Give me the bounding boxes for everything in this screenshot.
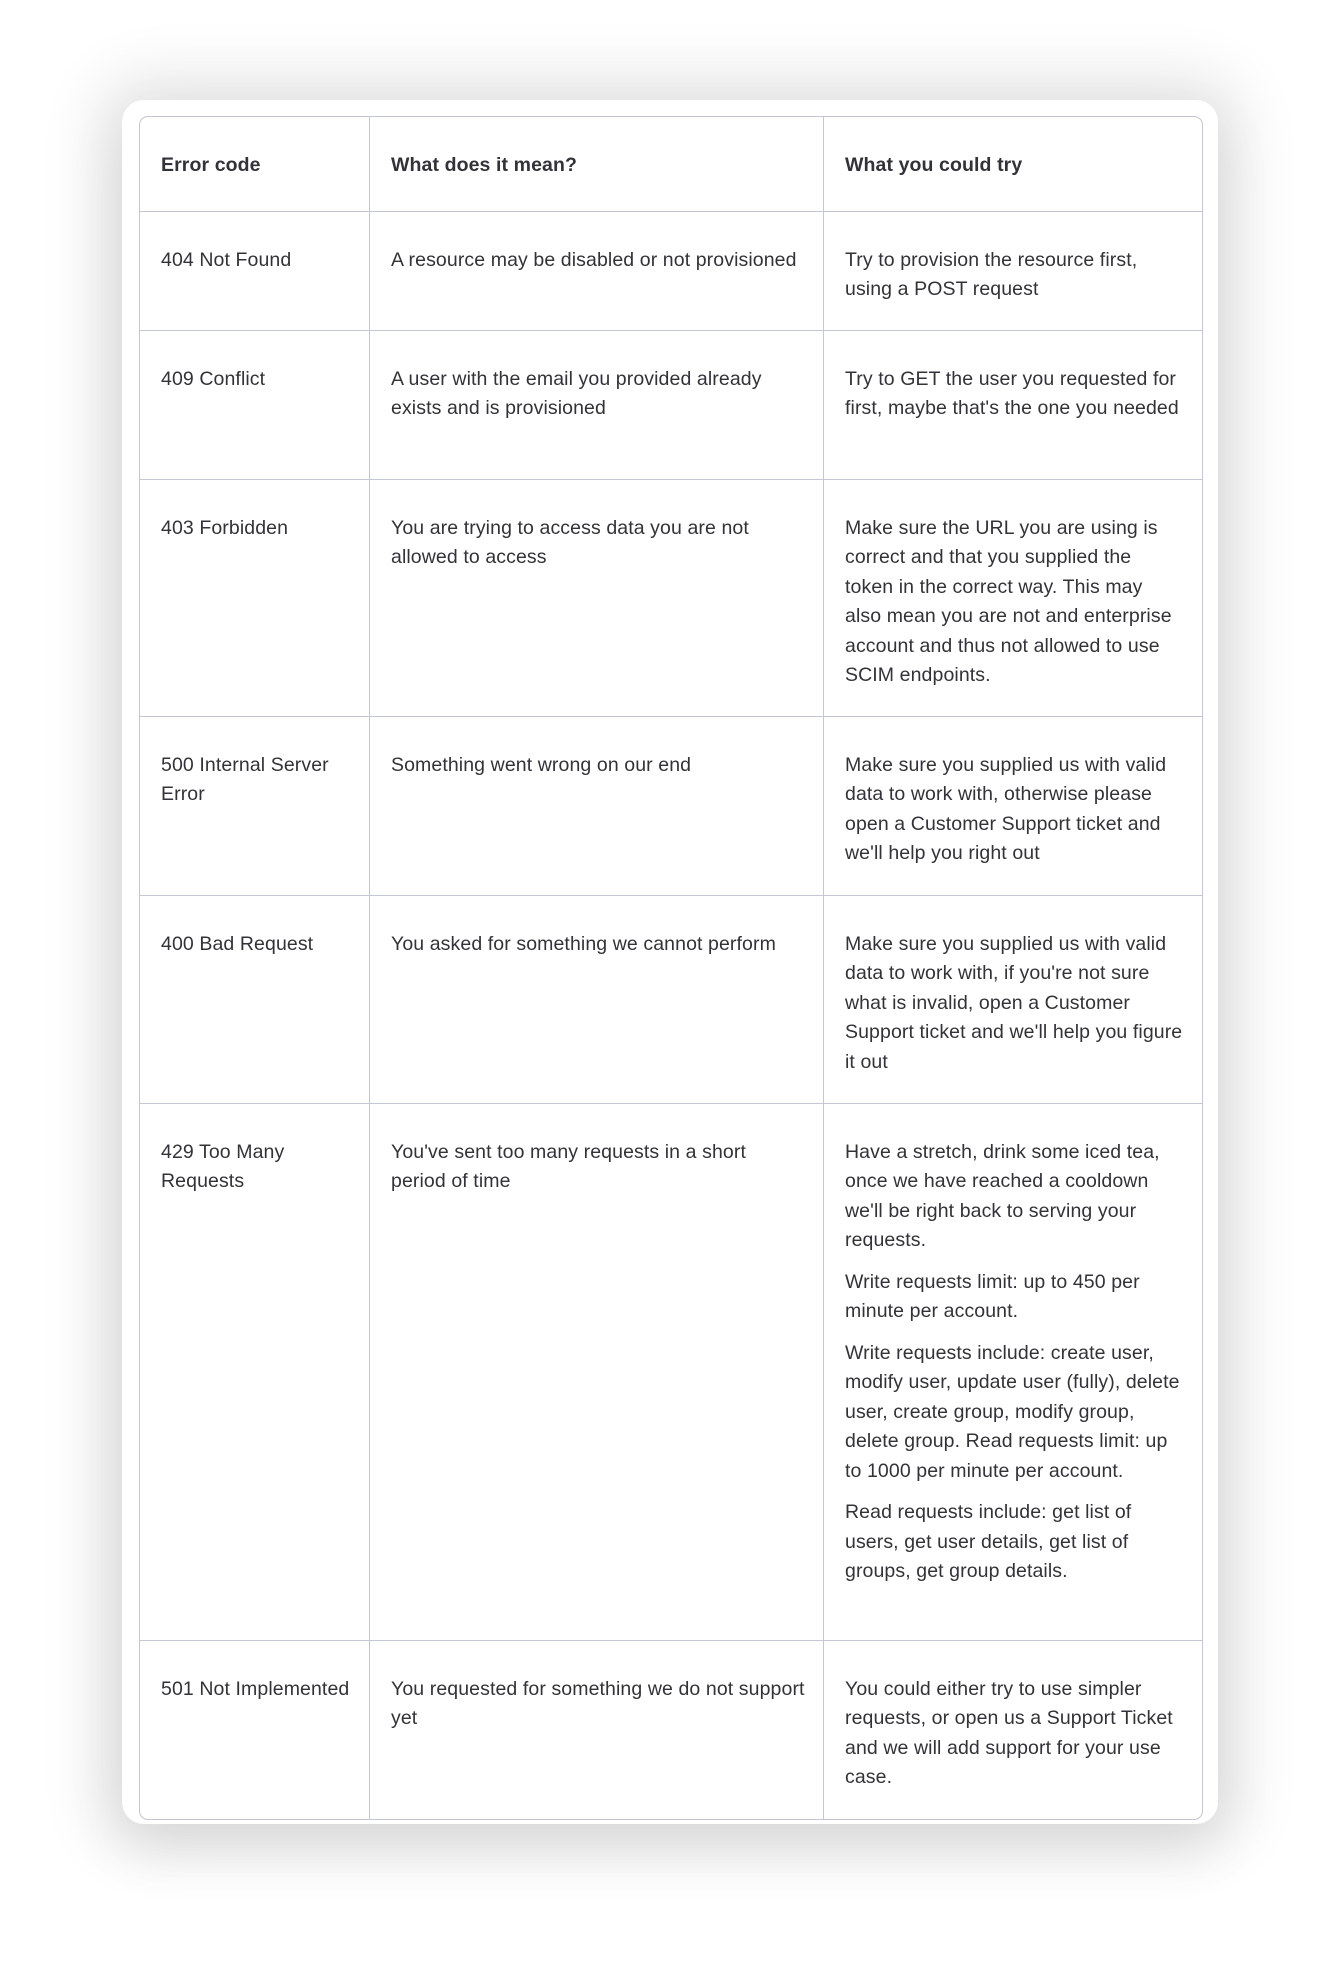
table-row: [140, 1641, 1202, 1819]
try-paragraph: Make sure you supplied us with valid data to work with, otherwise please open a Customer Support ticket and we'll help you right out: [845, 753, 1167, 864]
cell-meaning: You asked for something we cannot perform: [370, 896, 824, 1104]
cell-meaning: A user with the email you provided already exists and is provisioned: [370, 331, 824, 480]
table-row: [140, 480, 1202, 717]
table-row: [140, 896, 1202, 1104]
try-paragraph: Make sure you supplied us with valid data to work with, if you're not sure what is invalid, open a Customer Support ticket and we'll help you figure it out: [845, 932, 1183, 1073]
cell-error-code: 403 Forbidden: [140, 480, 370, 717]
cell-meaning: You've sent too many requests in a short period of time: [370, 1104, 824, 1641]
cell-meaning: You requested for something we do not support yet: [370, 1641, 824, 1819]
cell-error-code: 429 Too Many Requests: [140, 1104, 370, 1641]
cell-error-code: 501 Not Implemented: [140, 1641, 370, 1819]
cell-error-code: 409 Conflict: [140, 331, 370, 480]
header-error-code: Error code: [140, 117, 370, 212]
cell-what-to-try: [824, 1641, 1202, 1819]
cell-error-code: 500 Internal Server Error: [140, 717, 370, 896]
table-header: [140, 117, 1202, 212]
table-body: [140, 212, 1202, 1819]
try-paragraph: Read requests include: get list of users, get user details, get list of groups, get group details.: [845, 1501, 1132, 1582]
cell-what-to-try: [824, 1104, 1202, 1641]
table-row: [140, 717, 1202, 896]
header-meaning: What does it mean?: [370, 117, 824, 212]
try-paragraph: Make sure the URL you are using is correct and that you supplied the token in the correct way. This may also mean you are not and enterprise account and thus not allowed to use SCIM endpoints.: [845, 516, 1172, 686]
header-row: [140, 117, 1202, 212]
cell-what-to-try: [824, 331, 1202, 480]
cell-error-code: 404 Not Found: [140, 212, 370, 331]
cell-error-code: 400 Bad Request: [140, 896, 370, 1104]
table-row: [140, 212, 1202, 331]
cell-what-to-try: [824, 212, 1202, 331]
cell-meaning: A resource may be disabled or not provisioned: [370, 212, 824, 331]
cell-meaning: Something went wrong on our end: [370, 717, 824, 896]
cell-what-to-try: [824, 480, 1202, 717]
cell-what-to-try: [824, 896, 1202, 1104]
table-row: [140, 1104, 1202, 1641]
cell-meaning: You are trying to access data you are not allowed to access: [370, 480, 824, 717]
try-paragraph: You could either try to use simpler requests, or open us a Support Ticket and we will add support for your use case.: [845, 1677, 1173, 1788]
try-paragraph: Try to GET the user you requested for first, maybe that's the one you needed: [845, 367, 1179, 419]
table-row: [140, 331, 1202, 480]
error-codes-table: [139, 116, 1203, 1820]
try-paragraph: Try to provision the resource first, using a POST request: [845, 248, 1138, 300]
table-card: [122, 100, 1218, 1824]
try-paragraph: Write requests limit: up to 450 per minute per account.: [845, 1270, 1140, 1322]
try-paragraph: Have a stretch, drink some iced tea, once we have reached a cooldown we'll be right back to serving your requests.: [845, 1140, 1160, 1251]
header-what-to-try: What you could try: [824, 117, 1202, 212]
cell-what-to-try: [824, 717, 1202, 896]
try-paragraph: Write requests include: create user, modify user, update user (fully), delete user, create group, modify group, delete group. Read requests limit: up to 1000 per minute per account.: [845, 1341, 1180, 1482]
